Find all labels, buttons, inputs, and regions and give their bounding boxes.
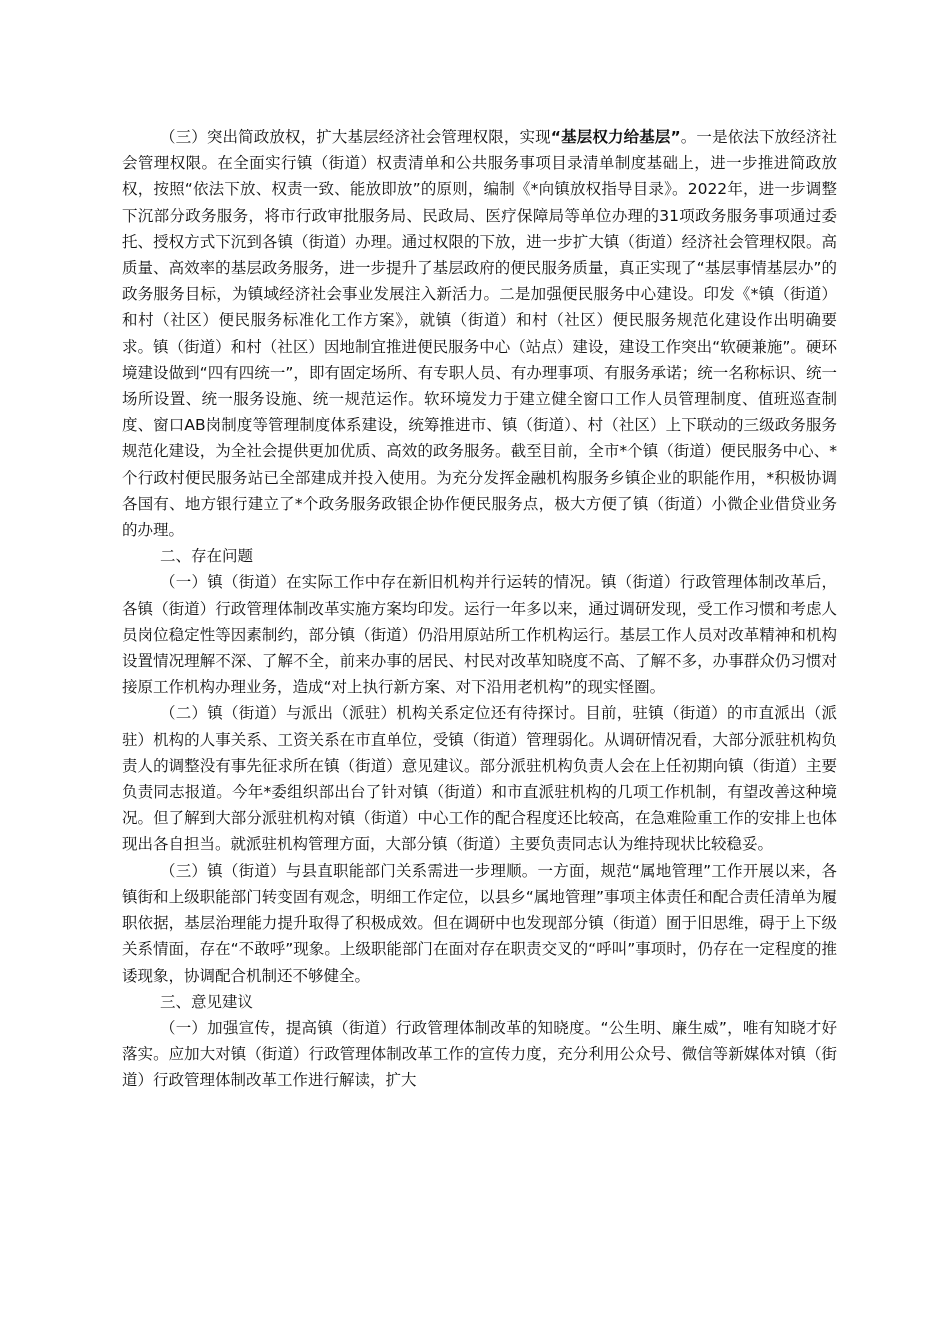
section-heading-suggestions: 三、意见建议 — [159, 992, 253, 1011]
paragraph-lead: （三）突出简政放权，扩大基层经济社会管理权限，实现 — [159, 128, 551, 146]
paragraph-emphasis: “基层权力给基层” — [550, 128, 681, 146]
paragraph-problem-2: （二）镇（街道）与派出（派驻）机构关系定位还有待探讨。目前，驻镇（街道）的市直派出（派驻）机构的人事关系、工资关系在市直单位，受镇（街道）管理弱化。从调研情况看，大部分派驻机构负责人的调整没有事先征求所在镇（街道）意见建议。部分派驻机构负责人会在上任初期向镇（街道）主要负责同志报道。今年*委组织部出台了针对镇（街道）和市直派驻机构的几项工作机制，有望改善这种境况。但了解到大部分派驻机构对镇（街道）中心工作的配合程度还比较高，在急难险重工作的安排上也体现出各自担当。就派驻机构管理方面，大部分镇（街道）主要负责同志认为维持现状比较稳妥。 — [122, 704, 837, 854]
paragraph-suggestion-1: （一）加强宣传，提高镇（街道）行政管理体制改革的知晓度。“公生明、廉生威”，唯有知晓才好落实。应加大对镇（街道）行政管理体制改革工作的宣传力度，充分利用公众号、微信等新媒体对镇（街道）行政管理体制改革工作进行解读，扩大 — [122, 1018, 837, 1090]
paragraph-simplify-administration — [122, 124, 837, 543]
paragraph-problem-1: （一）镇（街道）在实际工作中存在新旧机构并行运转的情况。镇（街道）行政管理体制改革后，各镇（街道）行政管理体制改革实施方案均印发。运行一年多以来，通过调研发现，受工作习惯和考虑人员岗位稳定性等因素制约，部分镇（街道）仍沿用原站所工作机构运行。基层工作人员对改革精神和机构设置情况理解不深、了解不全，前来办事的居民、村民对改革知晓度不高、了解不多，办事群众仍习惯对接原工作机构办理业务，造成“对上执行新方案、对下沿用老机构”的现实怪圈。 — [122, 573, 837, 697]
paragraph-body: 。一是依法下放经济社会管理权限。在全面实行镇（街道）权责清单和公共服务事项目录清单制度基础上，进一步推进简政放权，按照“依法下放、权责一致、能放即放”的原则，编制《*向镇放权指导目录》。2022年，进一步调整下沉部分政务服务，将市行政审批服务局、民政局、医疗保障局等单位办理的31项政务服务事项通过委托、授权方式下沉到各镇（街道）办理。通过权限的下放，进一步扩大镇（街道）经济社会管理权限。高质量、高效率的基层政务服务，进一步提升了基层政府的便民服务质量，真正实现了“基层事情基层办”的政务服务目标，为镇域经济社会事业发展注入新活力。二是加强便民服务中心建设。印发《*镇（街道）和村（社区）便民服务标准化工作方案》，就镇（街道）和村（社区）便民服务规范化建设作出明确要求。镇（街道）和村（社区）因地制宜推进便民服务中心（站点）建设，建设工作突出“软硬兼施”。硬环境建设做到“四有四统一”，即有固定场所、有专职人员、有办理事项、有服务承诺；统一名称标识、统一场所设置、统一服务设施、统一规范运作。软环境发力于建立健全窗口工作人员管理制度、值班巡查制度、窗口AB岗制度等管理制度体系建设，统筹推进市、镇（街道）、村（社区）上下联动的三级政务服务规范化建设，为全社会提供更加优质、高效的政务服务。截至目前，全市*个镇（街道）便民服务中心、*个行政村便民服务站已全部建成并投入使用。为充分发挥金融机构服务乡镇企业的职能作用，*积极协调各国有、地方银行建立了*个政务服务政银企协作便民服务点，极大方便了镇（街道）小微企业借贷业务的办理。 — [122, 128, 837, 540]
paragraph-problem-3: （三）镇（街道）与县直职能部门关系需进一步理顺。一方面，规范“属地管理”工作开展以来，各镇街和上级职能部门转变固有观念，明细工作定位，以县乡“属地管理”事项主体责任和配合责任清单为履职依据，基层治理能力提升取得了积极成效。但在调研中也发现部分镇（街道）囿于旧思维，碍于上下级关系情面，存在“不敢呼”现象。上级职能部门在面对存在职责交叉的“呼叫”事项时，仍存在一定程度的推诿现象，协调配合机制还不够健全。 — [122, 861, 837, 985]
document-page — [122, 124, 837, 1094]
section-heading-problems: 二、存在问题 — [159, 547, 253, 566]
